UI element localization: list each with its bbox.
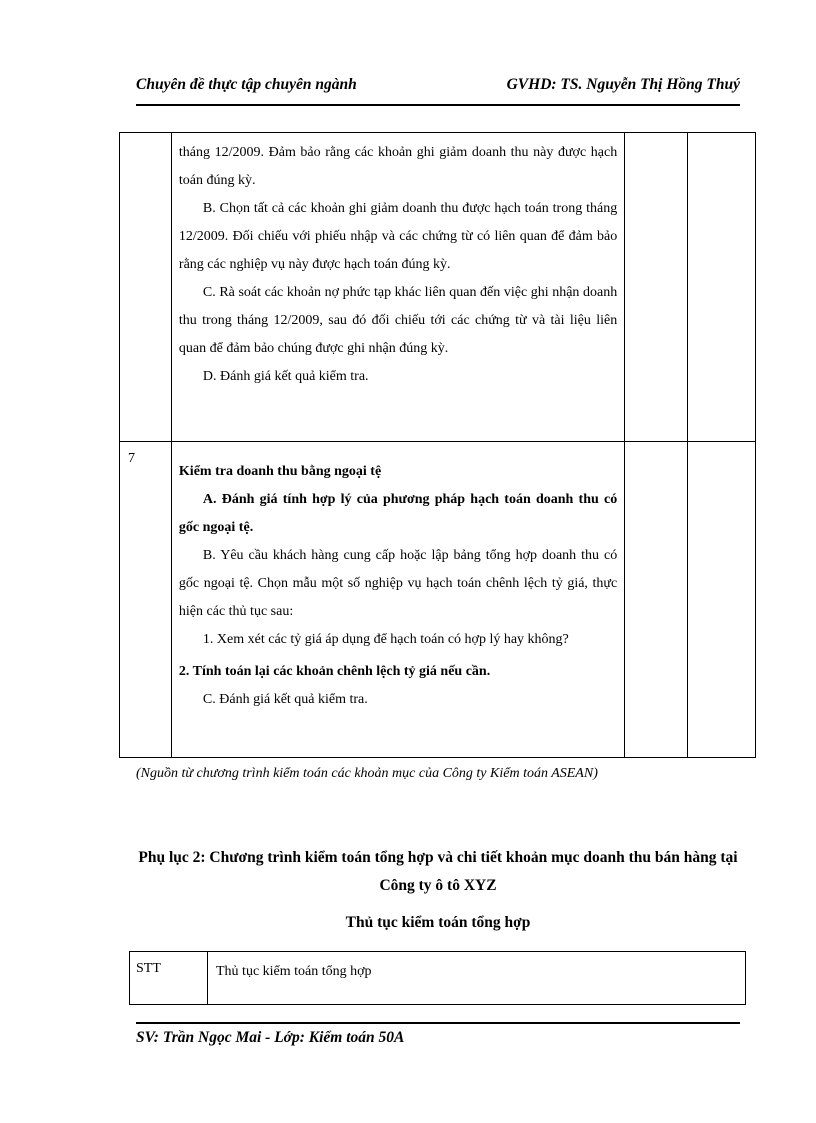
procedure-text: tháng 12/2009. Đảm bảo rằng các khoản ghi giảm doanh thu này được hạch toán đúng kỳ. <box>178 145 618 188</box>
procedure-step-c: C. Rà soát các khoản nợ phức tạp khác liên quan đến việc ghi nhận doanh thu trong tháng 12/2009, sau đó đối chiếu tới các chứng từ và tài liệu liên quan để đảm bảo chúng được ghi nhận đúng kỳ. <box>178 285 618 356</box>
page-footer: SV: Trần Ngọc Mai - Lớp: Kiểm toán 50A <box>136 1022 740 1047</box>
procedure-step-d: D. Đánh giá kết quả kiểm tra. <box>202 369 369 384</box>
procedure-step-c: C. Đánh giá kết quả kiểm tra. <box>202 692 368 707</box>
column-header-procedure: Thủ tục kiểm toán tổng hợp <box>208 952 746 1005</box>
empty-cell <box>688 442 756 758</box>
section-subtitle: Thủ tục kiểm toán tổng hợp <box>345 914 531 931</box>
procedure-substep-1: 1. Xem xét các tỷ giá áp dụng để hạch toán có hợp lý hay không? <box>202 632 569 647</box>
empty-cell <box>625 133 688 442</box>
header-title: Chuyên đề thực tập chuyên ngành <box>136 76 357 93</box>
procedure-title: Kiểm tra doanh thu bằng ngoại tệ <box>178 464 382 479</box>
appendix-title: Phụ lục 2: Chương trình kiểm toán tổng hợp và chi tiết khoản mục doanh thu bán hàng tại Công ty ô tô XYZ <box>138 849 738 894</box>
audit-procedure-table <box>119 132 756 758</box>
empty-cell <box>688 133 756 442</box>
table-row <box>120 133 756 442</box>
source-note: (Nguồn từ chương trình kiểm toán các khoản mục của Công ty Kiểm toán ASEAN) <box>136 766 598 781</box>
row-number: 7 <box>128 451 135 466</box>
summary-procedure-table <box>129 951 746 1005</box>
procedure-step-a: A. Đánh giá tính hợp lý của phương pháp hạch toán doanh thu có gốc ngoại tệ. <box>178 492 618 535</box>
procedure-substep-2: 2. Tính toán lại các khoản chênh lệch tỷ giá nếu cần. <box>178 664 491 679</box>
procedure-cell <box>171 133 624 442</box>
table-row <box>130 952 746 1005</box>
row-number-cell <box>120 442 172 758</box>
table-row <box>120 442 756 758</box>
procedure-cell <box>171 442 624 758</box>
empty-cell <box>625 442 688 758</box>
procedure-step-b: B. Yêu cầu khách hàng cung cấp hoặc lập bảng tổng hợp doanh thu có gốc ngoại tệ. Chọn mẫu một số nghiệp vụ hạch toán chênh lệch tỷ giá, thực hiện các thủ tục sau: <box>178 548 618 619</box>
row-number-cell <box>120 133 172 442</box>
header-supervisor: GVHD: TS. Nguyễn Thị Hồng Thuý <box>506 76 740 93</box>
page-header <box>136 74 740 106</box>
procedure-step-b: B. Chọn tất cả các khoản ghi giảm doanh thu được hạch toán trong tháng 12/2009. Đối chiếu với phiếu nhập và các chứng từ có liên quan để đảm bảo rằng các nghiệp vụ này được hạch toán đúng kỳ. <box>178 201 618 272</box>
column-header-stt: STT <box>130 952 208 1005</box>
